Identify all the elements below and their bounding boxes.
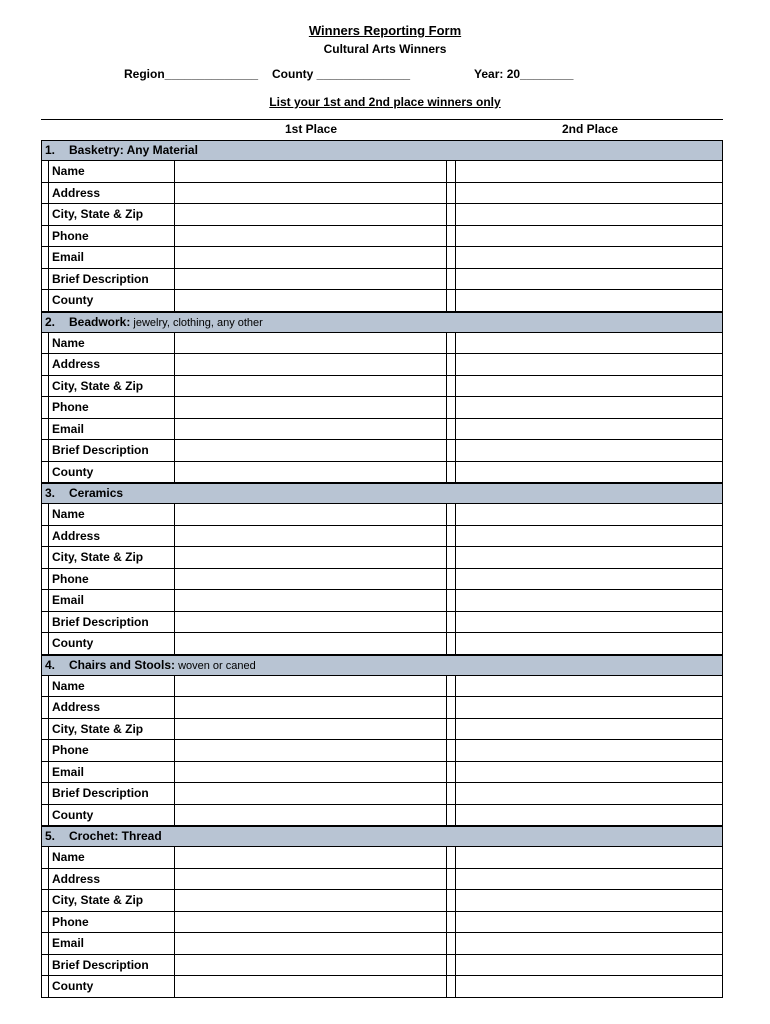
first-place-input[interactable] (174, 247, 446, 268)
second-place-input[interactable] (456, 762, 722, 783)
first-place-input[interactable] (174, 290, 446, 311)
category-header (41, 826, 723, 847)
field-row (41, 912, 723, 934)
first-place-input[interactable] (174, 783, 446, 804)
field-row (41, 333, 723, 355)
year-field[interactable]: Year: 20________ (474, 67, 574, 81)
category-number: 3. (45, 486, 56, 500)
first-place-input[interactable] (174, 161, 446, 182)
second-place-input[interactable] (456, 676, 722, 697)
first-place-input[interactable] (174, 526, 446, 547)
field-row (41, 590, 723, 612)
field-label: Phone (48, 226, 174, 247)
column-separator (446, 590, 456, 611)
category-subtitle: jewelry, clothing, any other (130, 316, 263, 329)
first-place-header: 1st Place (284, 122, 338, 136)
field-label: Address (48, 183, 174, 204)
first-place-input[interactable] (174, 269, 446, 290)
first-place-input[interactable] (174, 719, 446, 740)
first-place-input[interactable] (174, 504, 446, 525)
second-place-input[interactable] (456, 697, 722, 718)
field-label: Name (48, 333, 174, 354)
category-title: Crochet: Thread (69, 829, 162, 843)
column-separator (446, 976, 456, 997)
first-place-input[interactable] (174, 890, 446, 911)
column-separator (446, 397, 456, 418)
column-separator (446, 333, 456, 354)
field-label: County (48, 290, 174, 311)
form-subtitle: Cultural Arts Winners (323, 42, 447, 56)
first-place-input[interactable] (174, 955, 446, 976)
second-place-input[interactable] (456, 805, 722, 826)
category-header (41, 140, 723, 161)
field-row (41, 440, 723, 462)
second-place-header: 2nd Place (561, 122, 619, 136)
second-place-input[interactable] (456, 204, 722, 225)
field-label: Phone (48, 740, 174, 761)
field-row (41, 955, 723, 977)
column-separator (446, 805, 456, 826)
second-place-input[interactable] (456, 161, 722, 182)
column-separator (446, 912, 456, 933)
first-place-input[interactable] (174, 633, 446, 654)
category-section (41, 483, 723, 655)
field-row (41, 376, 723, 398)
second-place-input[interactable] (456, 419, 722, 440)
field-row (41, 183, 723, 205)
field-row (41, 354, 723, 376)
region-field[interactable]: Region______________ (124, 67, 259, 81)
field-row (41, 419, 723, 441)
county-field[interactable]: County ______________ (272, 67, 411, 81)
second-place-input[interactable] (456, 633, 722, 654)
second-place-input[interactable] (456, 933, 722, 954)
field-label: City, State & Zip (48, 204, 174, 225)
first-place-input[interactable] (174, 547, 446, 568)
second-place-input[interactable] (456, 590, 722, 611)
first-place-input[interactable] (174, 697, 446, 718)
category-section (41, 826, 723, 998)
column-separator (446, 376, 456, 397)
first-place-input[interactable] (174, 440, 446, 461)
column-separator (446, 890, 456, 911)
column-separator (446, 676, 456, 697)
field-label: County (48, 805, 174, 826)
second-place-input[interactable] (456, 526, 722, 547)
category-number: 5. (45, 829, 56, 843)
second-place-input[interactable] (456, 376, 722, 397)
first-place-input[interactable] (174, 183, 446, 204)
column-separator (446, 869, 456, 890)
field-label: Email (48, 419, 174, 440)
field-label: County (48, 976, 174, 997)
second-place-input[interactable] (456, 440, 722, 461)
column-separator (446, 933, 456, 954)
field-row (41, 269, 723, 291)
field-label: City, State & Zip (48, 547, 174, 568)
field-label: Address (48, 697, 174, 718)
second-place-input[interactable] (456, 783, 722, 804)
first-place-input[interactable] (174, 333, 446, 354)
field-label: Brief Description (48, 440, 174, 461)
second-place-input[interactable] (456, 740, 722, 761)
field-row (41, 204, 723, 226)
instruction-text: List your 1st and 2nd place winners only (269, 95, 501, 109)
field-row (41, 847, 723, 869)
column-separator (446, 740, 456, 761)
column-separator (446, 955, 456, 976)
first-place-input[interactable] (174, 590, 446, 611)
category-title: Chairs and Stools: (69, 657, 176, 672)
field-label: Name (48, 676, 174, 697)
field-row (41, 783, 723, 805)
field-label: Address (48, 354, 174, 375)
field-label: Brief Description (48, 783, 174, 804)
field-label: City, State & Zip (48, 890, 174, 911)
second-place-input[interactable] (456, 290, 722, 311)
first-place-input[interactable] (174, 354, 446, 375)
field-label: Name (48, 847, 174, 868)
first-place-input[interactable] (174, 612, 446, 633)
field-row (41, 247, 723, 269)
second-place-input[interactable] (456, 269, 722, 290)
first-place-input[interactable] (174, 869, 446, 890)
field-row (41, 697, 723, 719)
first-place-input[interactable] (174, 740, 446, 761)
first-place-input[interactable] (174, 847, 446, 868)
second-place-input[interactable] (456, 226, 722, 247)
second-place-input[interactable] (456, 890, 722, 911)
field-label: Name (48, 161, 174, 182)
field-row (41, 762, 723, 784)
column-separator (446, 269, 456, 290)
second-place-input[interactable] (456, 847, 722, 868)
field-label: Email (48, 247, 174, 268)
field-row (41, 226, 723, 248)
first-place-input[interactable] (174, 933, 446, 954)
field-row (41, 676, 723, 698)
category-section (41, 655, 723, 827)
column-separator (446, 290, 456, 311)
column-separator (446, 462, 456, 483)
field-label: County (48, 633, 174, 654)
column-separator (446, 547, 456, 568)
field-label: County (48, 462, 174, 483)
category-header (41, 655, 723, 676)
field-label: Email (48, 590, 174, 611)
field-label: Address (48, 526, 174, 547)
column-separator (446, 783, 456, 804)
second-place-input[interactable] (456, 247, 722, 268)
column-separator (446, 847, 456, 868)
column-separator (446, 633, 456, 654)
column-separator (446, 440, 456, 461)
second-place-input[interactable] (456, 333, 722, 354)
field-label: Phone (48, 912, 174, 933)
category-number: 4. (45, 657, 56, 672)
second-place-input[interactable] (456, 547, 722, 568)
first-place-input[interactable] (174, 569, 446, 590)
category-title: Basketry: Any Material (69, 143, 198, 157)
field-row (41, 612, 723, 634)
field-label: Brief Description (48, 955, 174, 976)
column-separator (446, 226, 456, 247)
second-place-input[interactable] (456, 183, 722, 204)
field-label: Email (48, 933, 174, 954)
winners-form-table (41, 140, 723, 998)
field-row (41, 890, 723, 912)
field-row (41, 290, 723, 312)
second-place-input[interactable] (456, 354, 722, 375)
field-row (41, 805, 723, 827)
category-header (41, 483, 723, 504)
column-separator (446, 161, 456, 182)
second-place-input[interactable] (456, 912, 722, 933)
field-label: City, State & Zip (48, 376, 174, 397)
field-row (41, 569, 723, 591)
field-label: Name (48, 504, 174, 525)
field-row (41, 633, 723, 655)
column-separator (446, 719, 456, 740)
field-label: Brief Description (48, 269, 174, 290)
field-row (41, 397, 723, 419)
column-separator (446, 354, 456, 375)
first-place-input[interactable] (174, 976, 446, 997)
category-header (41, 312, 723, 333)
field-label: Phone (48, 397, 174, 418)
category-section (41, 312, 723, 484)
field-row (41, 869, 723, 891)
first-place-input[interactable] (174, 676, 446, 697)
category-number: 2. (45, 314, 56, 329)
second-place-input[interactable] (456, 869, 722, 890)
field-row (41, 976, 723, 998)
column-separator (446, 183, 456, 204)
second-place-input[interactable] (456, 976, 722, 997)
column-separator (446, 247, 456, 268)
field-row (41, 462, 723, 484)
category-number: 1. (45, 143, 56, 157)
field-label: Phone (48, 569, 174, 590)
second-place-input[interactable] (456, 955, 722, 976)
field-row (41, 161, 723, 183)
first-place-input[interactable] (174, 805, 446, 826)
column-separator (446, 569, 456, 590)
category-title: Ceramics (69, 486, 124, 500)
first-place-input[interactable] (174, 462, 446, 483)
first-place-input[interactable] (174, 419, 446, 440)
first-place-input[interactable] (174, 397, 446, 418)
column-separator (446, 612, 456, 633)
field-row (41, 740, 723, 762)
second-place-input[interactable] (456, 504, 722, 525)
first-place-input[interactable] (174, 204, 446, 225)
first-place-input[interactable] (174, 762, 446, 783)
second-place-input[interactable] (456, 612, 722, 633)
field-row (41, 504, 723, 526)
field-label: Email (48, 762, 174, 783)
second-place-input[interactable] (456, 569, 722, 590)
column-separator (446, 204, 456, 225)
field-row (41, 933, 723, 955)
column-separator (446, 419, 456, 440)
category-section (41, 140, 723, 312)
second-place-input[interactable] (456, 719, 722, 740)
header-divider (41, 119, 723, 120)
field-label: Brief Description (48, 612, 174, 633)
field-label: Address (48, 869, 174, 890)
column-separator (446, 504, 456, 525)
second-place-input[interactable] (456, 462, 722, 483)
first-place-input[interactable] (174, 912, 446, 933)
field-label: City, State & Zip (48, 719, 174, 740)
form-title: Winners Reporting Form (308, 23, 462, 38)
field-row (41, 526, 723, 548)
field-row (41, 719, 723, 741)
category-subtitle: woven or caned (175, 659, 256, 672)
column-separator (446, 697, 456, 718)
first-place-input[interactable] (174, 226, 446, 247)
second-place-input[interactable] (456, 397, 722, 418)
field-row (41, 547, 723, 569)
column-separator (446, 762, 456, 783)
first-place-input[interactable] (174, 376, 446, 397)
column-separator (446, 526, 456, 547)
category-title: Beadwork: (69, 314, 131, 329)
